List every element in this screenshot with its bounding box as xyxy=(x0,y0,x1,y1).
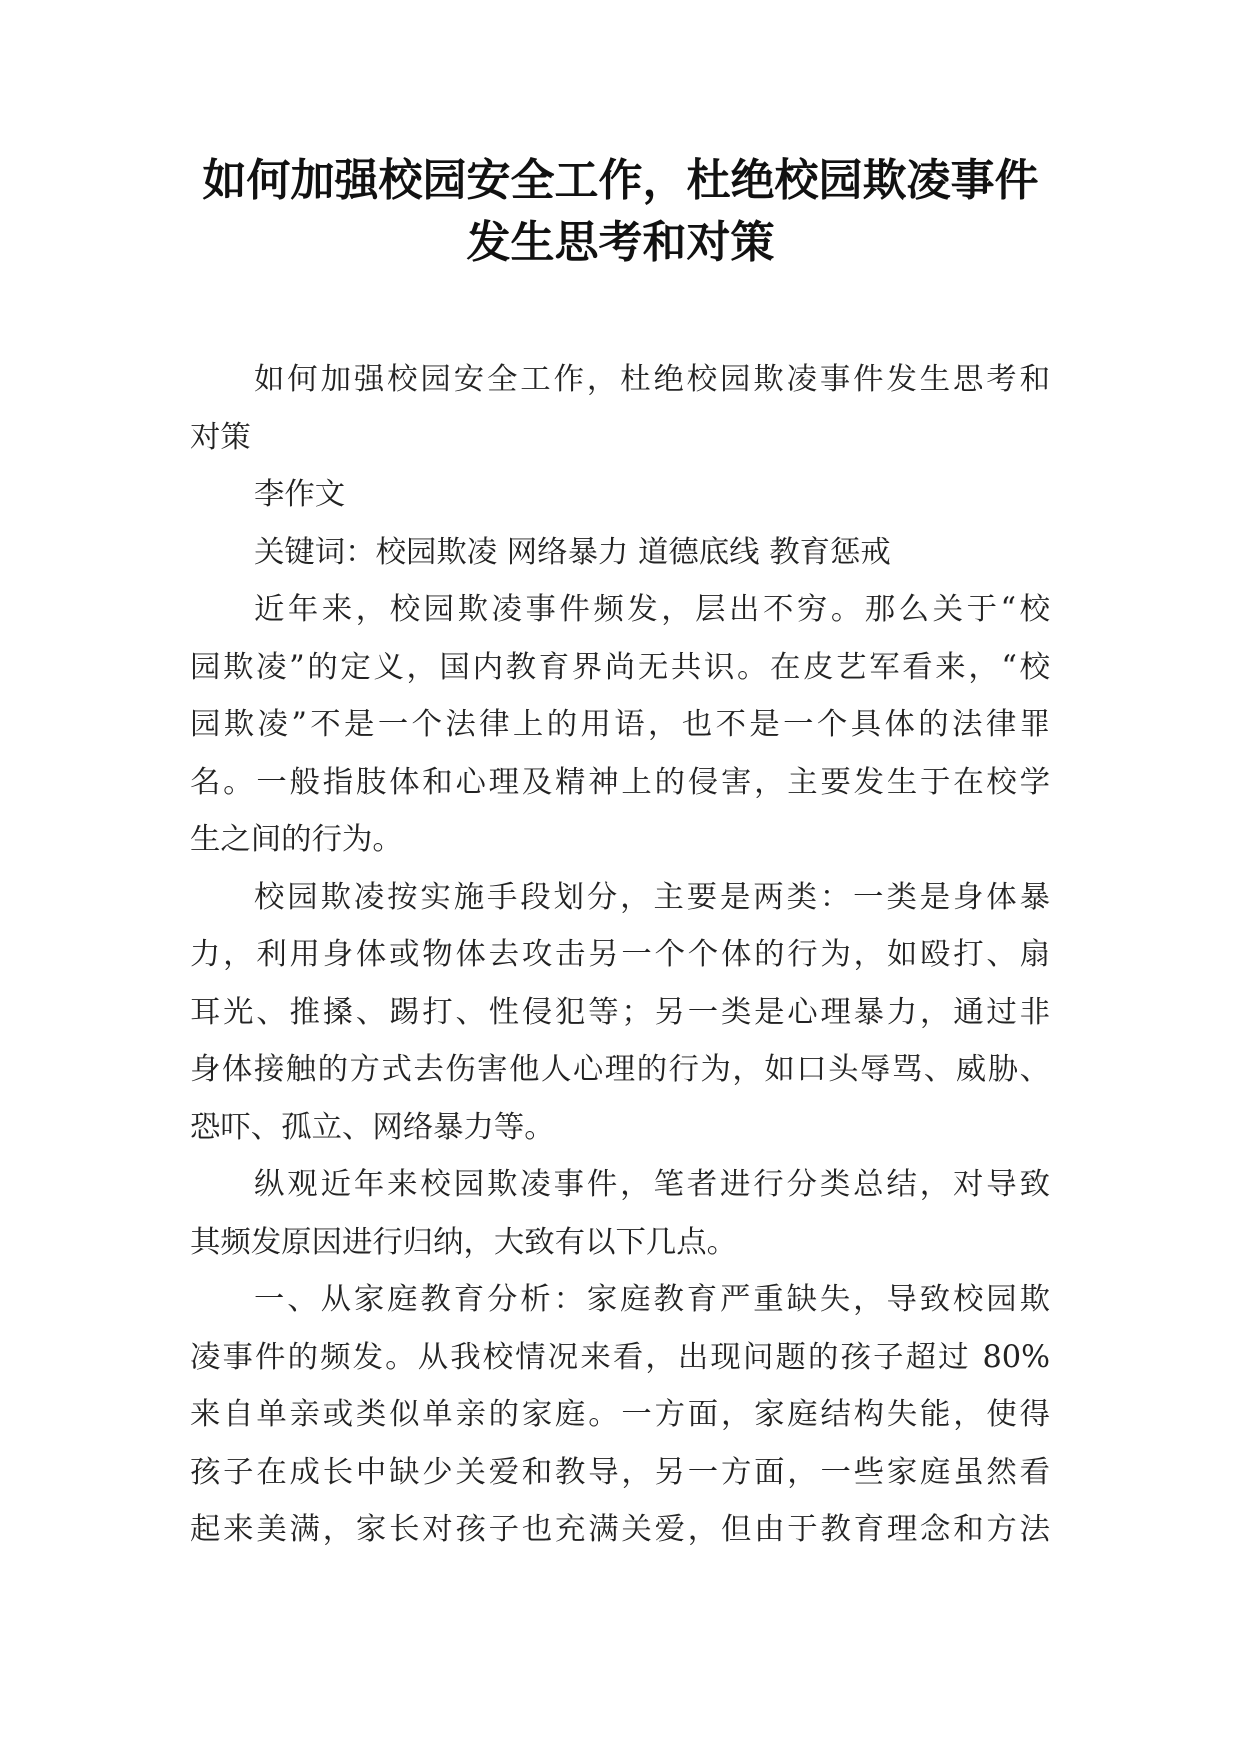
body-line: 一、从家庭教育分析：家庭教育严重缺失，导致校园欺 xyxy=(254,1282,1050,1317)
body-line: 纵观近年来校园欺凌事件，笔者进行分类总结，对导致 xyxy=(254,1167,1050,1202)
author-line: 李作文 xyxy=(254,477,346,512)
body-line: 孩子在成长中缺少关爱和教导，另一方面，一些家庭虽然看 xyxy=(190,1454,1050,1490)
document-title xyxy=(150,150,1091,274)
document-body xyxy=(190,351,1050,1559)
body-line: 力，利用身体或物体去攻击另一个个体的行为，如殴打、扇 xyxy=(190,937,1050,972)
body-line: 对策 xyxy=(190,419,251,455)
body-line: 起来美满，家长对孩子也充满关爱，但由于教育理念和方法 xyxy=(190,1512,1050,1547)
body-line: 园欺凌”的定义，国内教育界尚无共识。在皮艺军看来，“校 xyxy=(190,649,1050,685)
keywords-line: 关键词：校园欺凌 网络暴力 道德底线 教育惩戒 xyxy=(254,534,891,570)
body-line: 如何加强校园安全工作，杜绝校园欺凌事件发生思考和 xyxy=(254,362,1050,397)
body-line: 名。一般指肢体和心理及精神上的侵害，主要发生于在校学 xyxy=(190,764,1050,800)
title-line-1: 如何加强校园安全工作，杜绝校园欺凌事件 xyxy=(202,155,1039,206)
body-line: 园欺凌”不是一个法律上的用语，也不是一个具体的法律罪 xyxy=(190,707,1050,742)
body-line: 校园欺凌按实施手段划分，主要是两类：一类是身体暴 xyxy=(254,879,1050,915)
body-line: 耳光、推搡、踢打、性侵犯等；另一类是心理暴力，通过非 xyxy=(190,994,1050,1030)
title-line-2: 发生思考和对策 xyxy=(466,217,775,268)
body-line: 身体接触的方式去伤害他人心理的行为，如口头辱骂、威胁、 xyxy=(190,1052,1050,1087)
body-line: 生之间的行为。 xyxy=(190,822,403,857)
body-line: 近年来，校园欺凌事件频发，层出不穷。那么关于“校 xyxy=(254,592,1050,627)
body-line: 凌事件的频发。从我校情况来看，出现问题的孩子超过 80% xyxy=(190,1339,1050,1375)
body-line: 来自单亲或类似单亲的家庭。一方面，家庭结构失能，使得 xyxy=(190,1397,1050,1432)
body-line: 其频发原因进行归纳，大致有以下几点。 xyxy=(190,1224,738,1260)
body-line: 恐吓、孤立、网络暴力等。 xyxy=(190,1109,555,1145)
